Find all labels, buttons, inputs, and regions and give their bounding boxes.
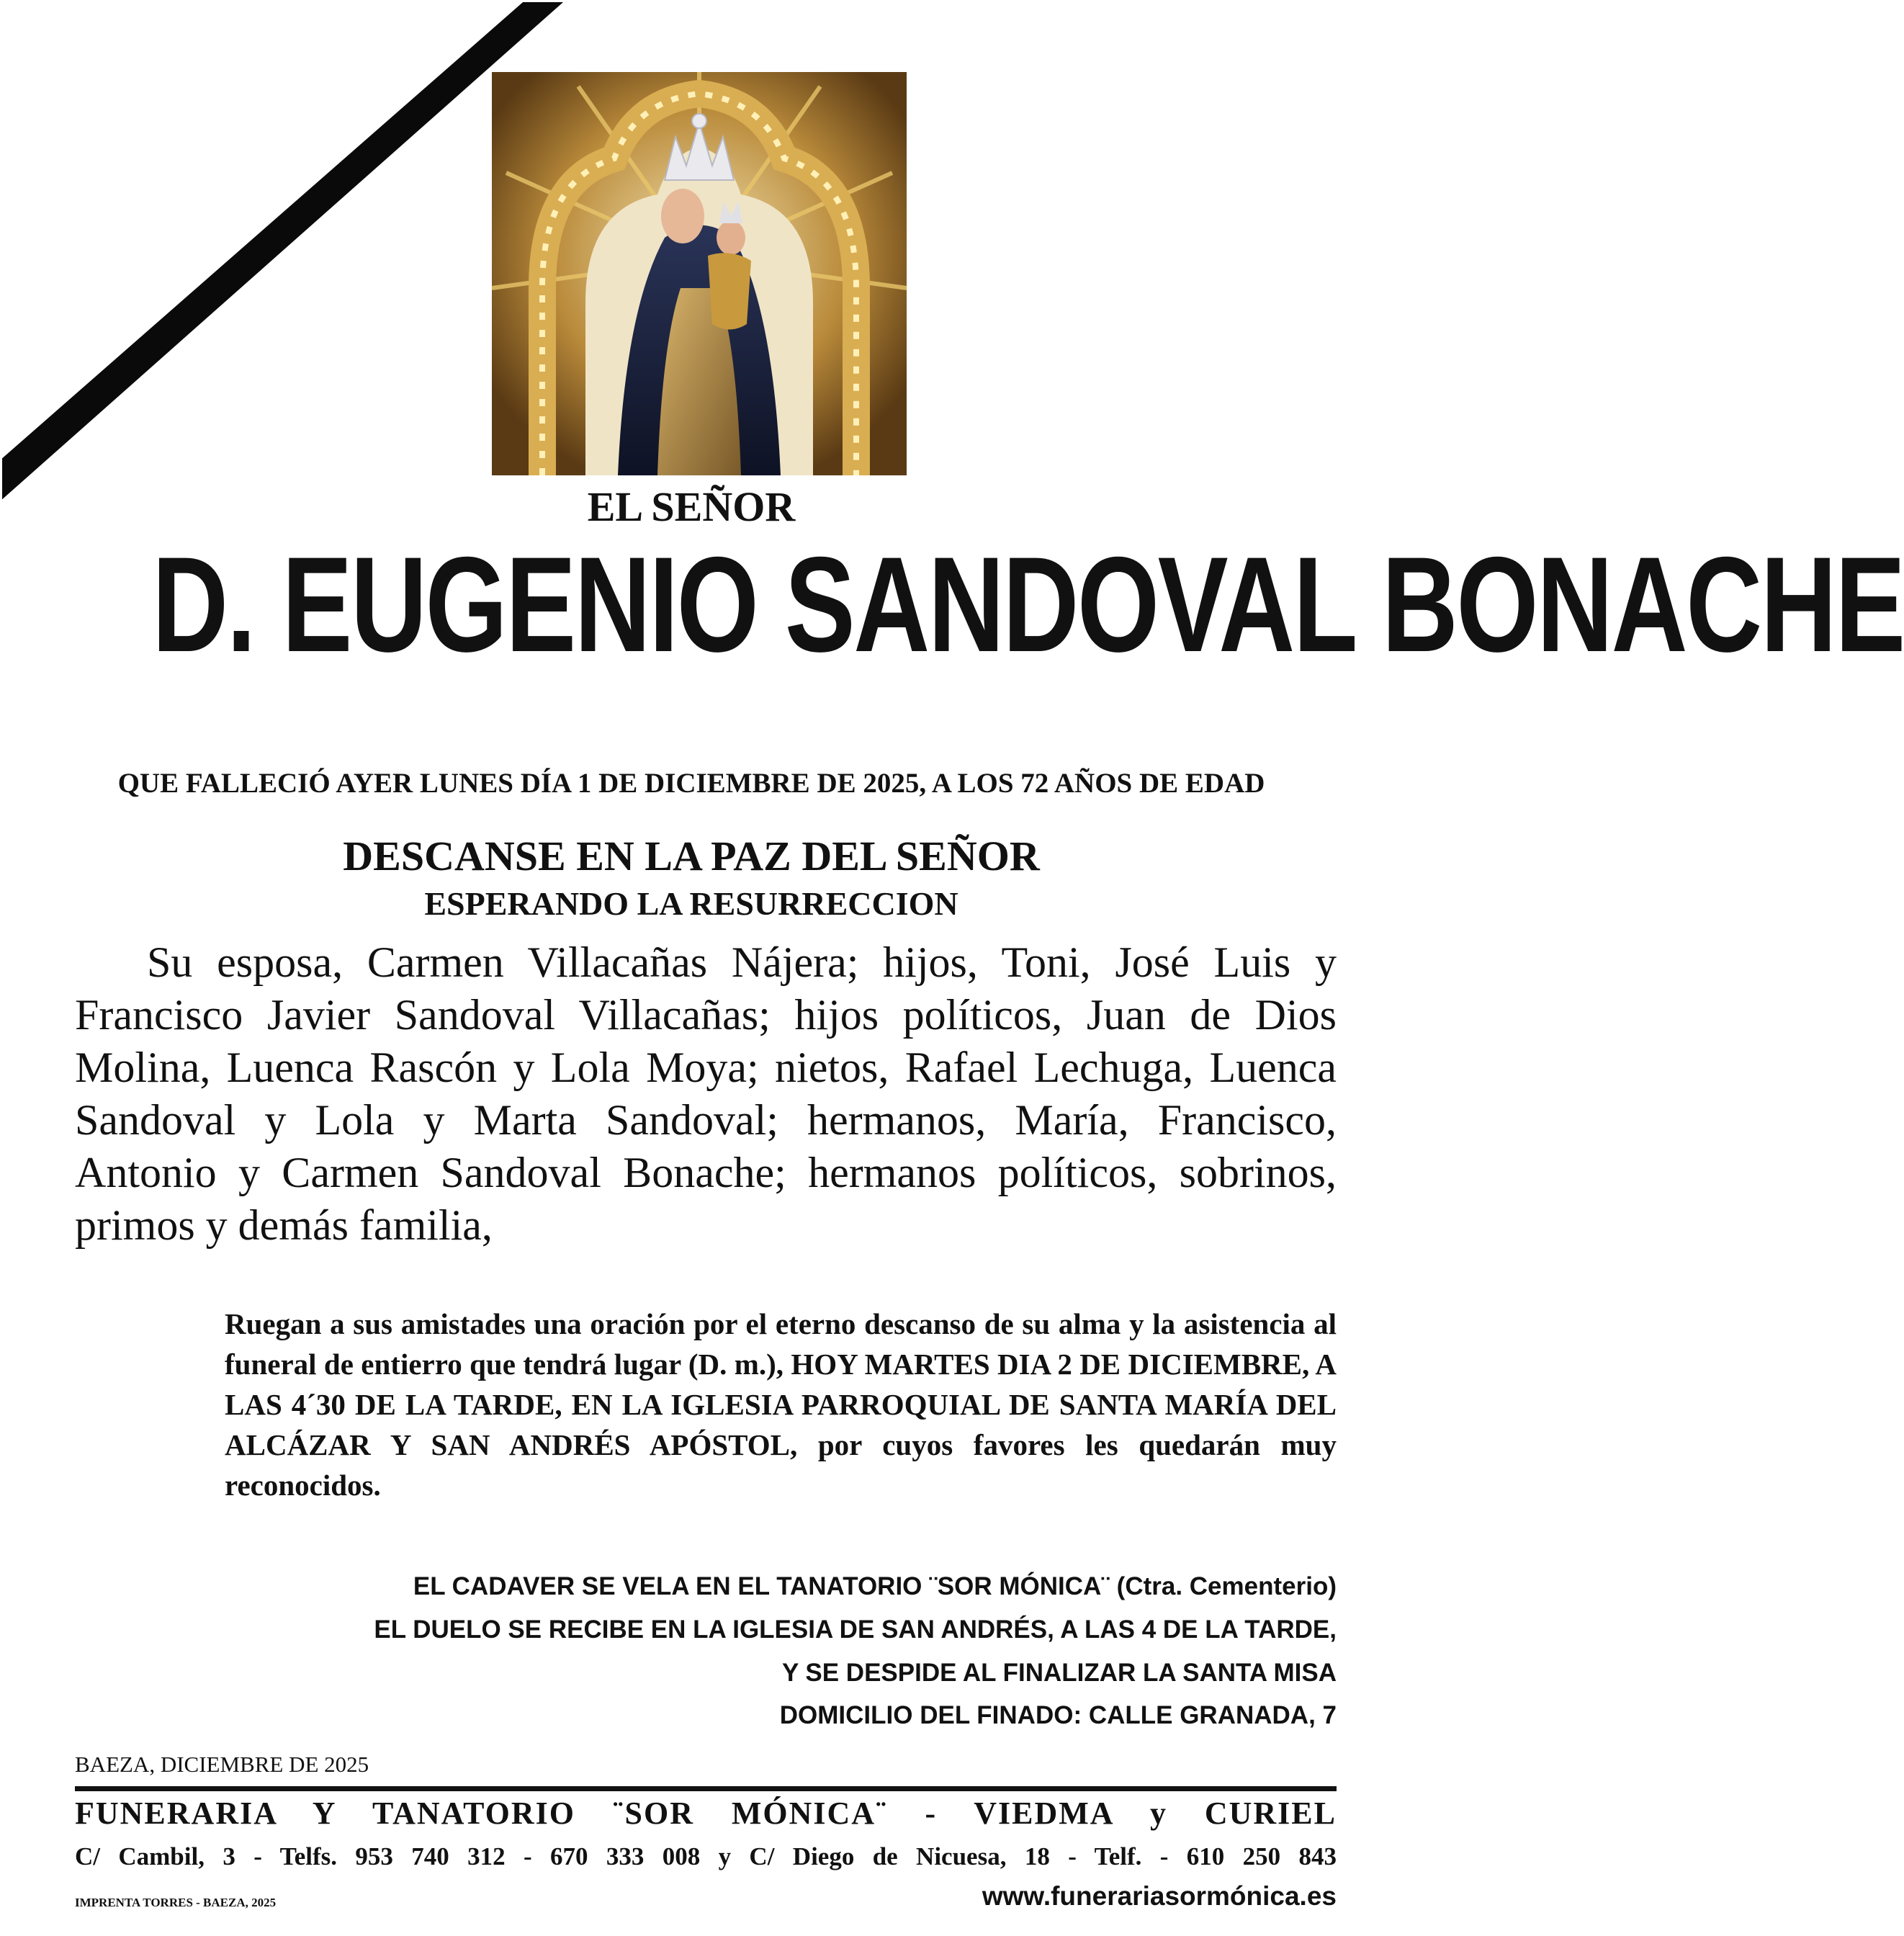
title-prefix: EL SEÑOR	[587, 483, 796, 530]
farewell-line: Y SE DESPIDE AL FINALIZAR LA SANTA MISA	[781, 1659, 1337, 1687]
funeral-home-addresses: C/ Cambil, 3 - Telfs. 953 740 312 - 670 333 008 y C/ Diego de Nicuesa, 18 - Telf. - 610 250 843	[75, 1842, 1337, 1870]
home-address-line: DOMICILIO DEL FINADO: CALLE GRANADA, 7	[779, 1701, 1337, 1729]
virgin-statue-image	[492, 72, 907, 475]
virgin-image-medallion	[492, 72, 907, 475]
funeral-request-paragraph: Ruegan a sus amistades una oración por el eterno descanso de su alma y la asistencia al funeral de entierro que tendrá lugar (D. m.), HOY MARTES DIA 2 DE DICIEMBRE, A LAS 4´30 DE LA TARDE, EN LA IGLESIA PARROQUIAL DE SANTA MARÍA DEL ALCÁZAR Y SAN ANDRÉS APÓSTOL, por cuyos favores les quedarán muy reconocidos.	[225, 1307, 1337, 1502]
resurrection-line: ESPERANDO LA RESURRECCION	[424, 885, 958, 922]
death-notice: QUE FALLECIÓ AYER LUNES DÍA 1 DE DICIEMBRE DE 2025, A LOS 72 AÑOS DE EDAD	[117, 768, 1265, 799]
funeral-home-name: FUNERARIA Y TANATORIO ¨SOR MÓNICA¨ - VIEDMA y CURIEL	[75, 1796, 1337, 1831]
wake-location-line: EL CADAVER SE VELA EN EL TANATORIO ¨SOR MÓNICA¨ (Ctra. Cementerio)	[413, 1572, 1337, 1600]
rip-heading: DESCANSE EN LA PAZ DEL SEÑOR	[343, 833, 1040, 879]
place-date: BAEZA, DICIEMBRE DE 2025	[75, 1752, 369, 1777]
deceased-name: D. EUGENIO SANDOVAL BONACHE	[152, 529, 1904, 680]
printer-credit: IMPRENTA TORRES - BAEZA, 2025	[75, 1896, 277, 1909]
website-link[interactable]: www.funerariasormónica.es	[982, 1881, 1337, 1911]
mourning-reception-line: EL DUELO SE RECIBE EN LA IGLESIA DE SAN ANDRÉS, A LAS 4 DE LA TARDE,	[374, 1615, 1337, 1644]
family-paragraph: Su esposa, Carmen Villacañas Nájera; hijos, Toni, José Luis y Francisco Javier Sandoval Villacañas; hijos políticos, Juan de Dios Molina, Luenca Rascón y Lola Moya; nietos, Rafael Lechuga, Luenca Sandoval y Lola y Marta Sandoval; hermanos, María, Francisco, Antonio y Carmen Sandoval Bonache; hermanos políticos, sobrinos, primos y demás familia,	[75, 938, 1337, 1249]
footer-divider	[75, 1786, 1337, 1791]
